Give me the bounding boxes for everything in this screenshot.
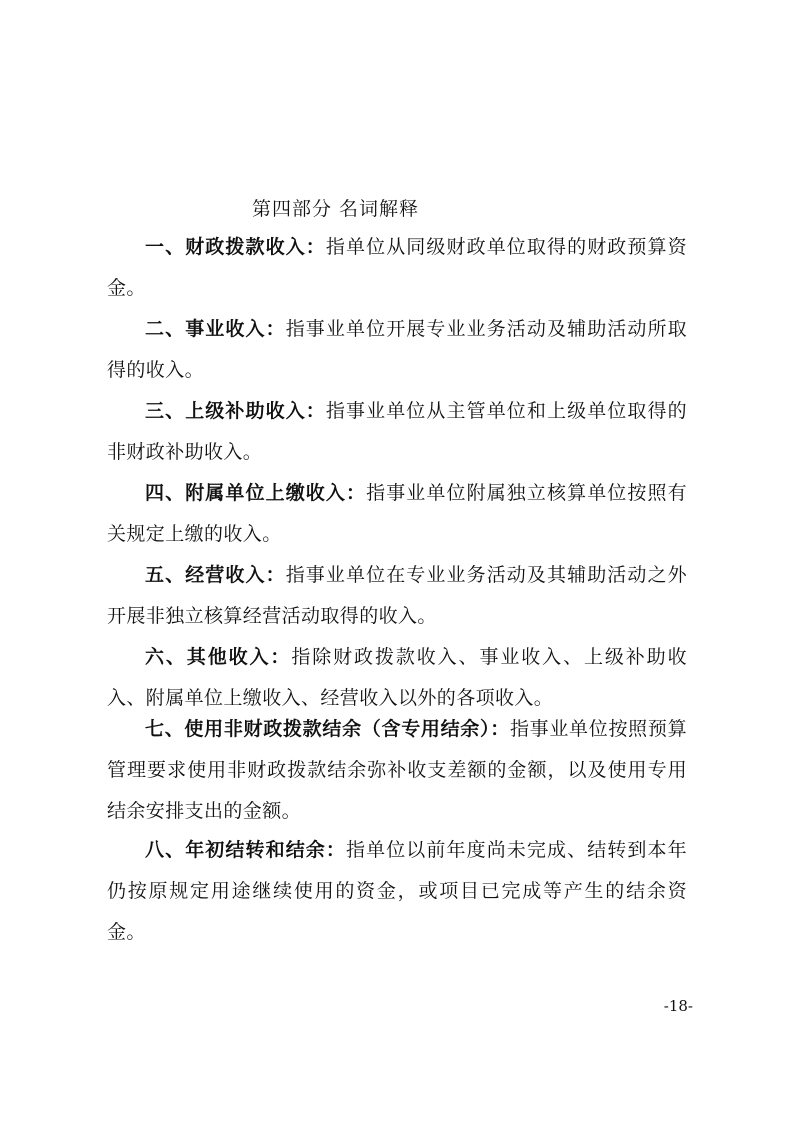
definition-text: 指事业单位在专业业务活动及其辅助活动之外开展非独立核算经营活动取得的收入。 — [107, 564, 687, 627]
definition-item — [107, 830, 687, 953]
definition-text: 指事业单位开展专业业务活动及辅助活动所取得的收入。 — [107, 318, 687, 381]
definition-item — [107, 555, 687, 637]
definition-item — [107, 709, 687, 832]
definition-item — [107, 391, 687, 473]
definition-item — [107, 637, 687, 719]
definition-term: 七、使用非财政拨款结余（含专用结余）： — [145, 718, 510, 740]
definition-term: 五、经营收入： — [145, 564, 286, 586]
page-number: -18- — [663, 997, 693, 1015]
definition-term: 四、附属单位上缴收入： — [145, 482, 367, 504]
definition-item — [107, 473, 687, 555]
definition-text: 指事业单位按照预算管理要求使用非财政拨款结余弥补收支差额的金额，以及使用专用结余安排支出的金额。 — [107, 718, 687, 822]
definition-term: 八、年初结转和结余： — [145, 839, 346, 861]
definition-text: 指除财政拨款收入、事业收入、上级补助收入、附属单位上缴收入、经营收入以外的各项收入。 — [107, 646, 687, 709]
definition-term: 一、财政拨款收入： — [145, 236, 326, 258]
definition-term: 三、上级补助收入： — [145, 400, 326, 422]
definition-term: 六、其他收入： — [145, 646, 292, 668]
definition-term: 二、事业收入： — [145, 318, 286, 340]
definition-item — [107, 309, 687, 391]
definition-text: 指单位以前年度尚未完成、结转到本年仍按原规定用途继续使用的资金，或项目已完成等产生的结余资金。 — [107, 839, 687, 943]
page-title: 第四部分 名词解释 — [252, 198, 420, 220]
definition-text: 指单位从同级财政单位取得的财政预算资金。 — [107, 236, 687, 299]
definition-text: 指事业单位从主管单位和上级单位取得的非财政补助收入。 — [107, 400, 687, 463]
definition-text: 指事业单位附属独立核算单位按照有关规定上缴的收入。 — [107, 482, 688, 545]
definition-item — [107, 227, 687, 309]
